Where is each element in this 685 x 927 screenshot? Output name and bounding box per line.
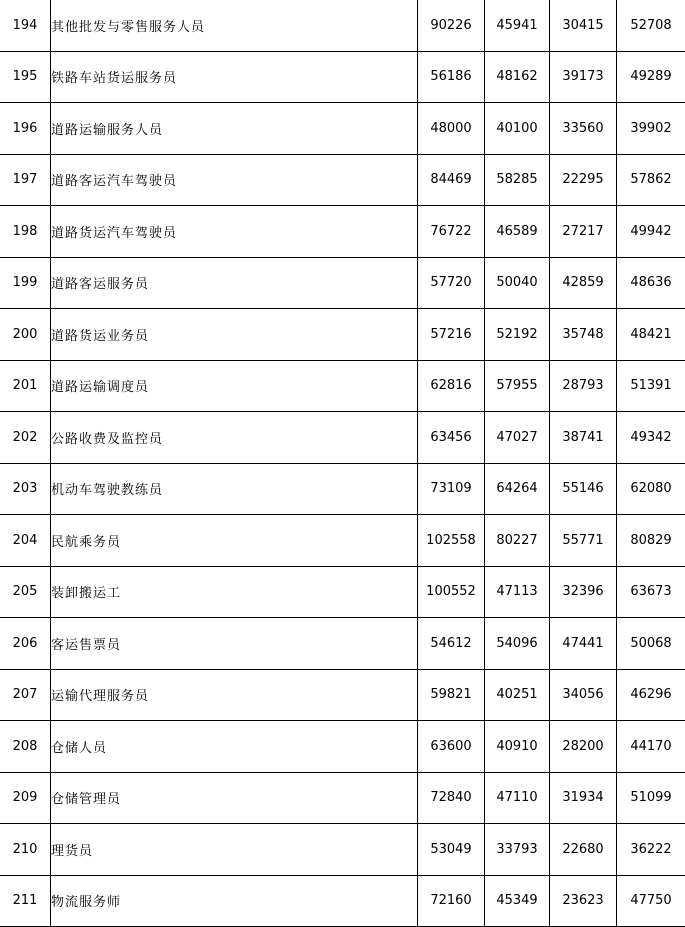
value-cell-4: 51099 <box>617 772 685 824</box>
value-cell-1: 84469 <box>418 154 485 206</box>
value-cell-3: 31934 <box>550 772 617 824</box>
occupation-name: 其他批发与零售服务人员 <box>51 0 418 51</box>
value-cell-3: 33560 <box>550 103 617 155</box>
row-number: 211 <box>0 875 51 927</box>
value-cell-1: 72160 <box>418 875 485 927</box>
row-number: 203 <box>0 463 51 515</box>
occupation-name: 道路货运业务员 <box>51 309 418 361</box>
value-cell-1: 59821 <box>418 669 485 721</box>
value-cell-3: 47441 <box>550 618 617 670</box>
row-number: 197 <box>0 154 51 206</box>
table-row <box>0 875 685 927</box>
value-cell-4: 46296 <box>617 669 685 721</box>
value-cell-4: 52708 <box>617 0 685 51</box>
value-cell-4: 48421 <box>617 309 685 361</box>
value-cell-4: 44170 <box>617 721 685 773</box>
value-cell-4: 49942 <box>617 206 685 258</box>
value-cell-4: 39902 <box>617 103 685 155</box>
occupation-name: 道路客运服务员 <box>51 257 418 309</box>
row-number: 201 <box>0 360 51 412</box>
value-cell-3: 22680 <box>550 824 617 876</box>
occupation-name: 仓储管理员 <box>51 772 418 824</box>
value-cell-2: 58285 <box>485 154 550 206</box>
table-row <box>0 51 685 103</box>
value-cell-1: 56186 <box>418 51 485 103</box>
value-cell-2: 52192 <box>485 309 550 361</box>
table-row <box>0 721 685 773</box>
table-row <box>0 412 685 464</box>
value-cell-3: 27217 <box>550 206 617 258</box>
value-cell-1: 102558 <box>418 515 485 567</box>
table-row <box>0 566 685 618</box>
value-cell-1: 73109 <box>418 463 485 515</box>
row-number: 204 <box>0 515 51 567</box>
value-cell-4: 49342 <box>617 412 685 464</box>
occupation-name: 运输代理服务员 <box>51 669 418 721</box>
value-cell-2: 46589 <box>485 206 550 258</box>
row-number: 205 <box>0 566 51 618</box>
table-row <box>0 206 685 258</box>
value-cell-3: 42859 <box>550 257 617 309</box>
occupation-name: 道路运输服务人员 <box>51 103 418 155</box>
table-row <box>0 154 685 206</box>
value-cell-3: 35748 <box>550 309 617 361</box>
value-cell-4: 51391 <box>617 360 685 412</box>
value-cell-3: 34056 <box>550 669 617 721</box>
value-cell-3: 55146 <box>550 463 617 515</box>
table-row <box>0 309 685 361</box>
value-cell-2: 48162 <box>485 51 550 103</box>
value-cell-1: 48000 <box>418 103 485 155</box>
value-cell-1: 57720 <box>418 257 485 309</box>
table-row <box>0 824 685 876</box>
value-cell-3: 32396 <box>550 566 617 618</box>
value-cell-2: 40100 <box>485 103 550 155</box>
value-cell-2: 45349 <box>485 875 550 927</box>
value-cell-1: 57216 <box>418 309 485 361</box>
value-cell-3: 38741 <box>550 412 617 464</box>
value-cell-2: 33793 <box>485 824 550 876</box>
occupation-name: 公路收费及监控员 <box>51 412 418 464</box>
occupation-name: 道路货运汽车驾驶员 <box>51 206 418 258</box>
table-row <box>0 360 685 412</box>
value-cell-4: 50068 <box>617 618 685 670</box>
row-number: 207 <box>0 669 51 721</box>
value-cell-2: 47110 <box>485 772 550 824</box>
value-cell-3: 39173 <box>550 51 617 103</box>
row-number: 195 <box>0 51 51 103</box>
occupation-name: 道路客运汽车驾驶员 <box>51 154 418 206</box>
row-number: 196 <box>0 103 51 155</box>
value-cell-2: 47113 <box>485 566 550 618</box>
table-row <box>0 772 685 824</box>
occupation-name: 仓储人员 <box>51 721 418 773</box>
row-number: 206 <box>0 618 51 670</box>
value-cell-2: 80227 <box>485 515 550 567</box>
occupation-name: 铁路车站货运服务员 <box>51 51 418 103</box>
value-cell-2: 57955 <box>485 360 550 412</box>
row-number: 198 <box>0 206 51 258</box>
row-number: 199 <box>0 257 51 309</box>
occupation-name: 道路运输调度员 <box>51 360 418 412</box>
occupation-name: 物流服务师 <box>51 875 418 927</box>
row-number: 194 <box>0 0 51 51</box>
value-cell-3: 28200 <box>550 721 617 773</box>
table-row <box>0 618 685 670</box>
value-cell-2: 40910 <box>485 721 550 773</box>
value-cell-3: 23623 <box>550 875 617 927</box>
value-cell-3: 22295 <box>550 154 617 206</box>
value-cell-2: 40251 <box>485 669 550 721</box>
table-row <box>0 669 685 721</box>
occupation-name: 装卸搬运工 <box>51 566 418 618</box>
occupation-name: 机动车驾驶教练员 <box>51 463 418 515</box>
value-cell-2: 47027 <box>485 412 550 464</box>
value-cell-2: 50040 <box>485 257 550 309</box>
value-cell-2: 54096 <box>485 618 550 670</box>
value-cell-4: 57862 <box>617 154 685 206</box>
value-cell-1: 72840 <box>418 772 485 824</box>
value-cell-4: 48636 <box>617 257 685 309</box>
value-cell-3: 28793 <box>550 360 617 412</box>
row-number: 210 <box>0 824 51 876</box>
row-number: 209 <box>0 772 51 824</box>
row-number: 202 <box>0 412 51 464</box>
value-cell-3: 55771 <box>550 515 617 567</box>
value-cell-1: 63456 <box>418 412 485 464</box>
occupation-name: 理货员 <box>51 824 418 876</box>
value-cell-4: 63673 <box>617 566 685 618</box>
value-cell-2: 45941 <box>485 0 550 51</box>
row-number: 200 <box>0 309 51 361</box>
table-row <box>0 0 685 51</box>
value-cell-1: 100552 <box>418 566 485 618</box>
value-cell-1: 63600 <box>418 721 485 773</box>
table-row <box>0 463 685 515</box>
table-row <box>0 515 685 567</box>
value-cell-4: 36222 <box>617 824 685 876</box>
occupation-name: 客运售票员 <box>51 618 418 670</box>
value-cell-3: 30415 <box>550 0 617 51</box>
value-cell-1: 53049 <box>418 824 485 876</box>
occupation-name: 民航乘务员 <box>51 515 418 567</box>
value-cell-4: 47750 <box>617 875 685 927</box>
value-cell-1: 90226 <box>418 0 485 51</box>
value-cell-1: 62816 <box>418 360 485 412</box>
value-cell-2: 64264 <box>485 463 550 515</box>
row-number: 208 <box>0 721 51 773</box>
value-cell-4: 80829 <box>617 515 685 567</box>
value-cell-4: 62080 <box>617 463 685 515</box>
value-cell-4: 49289 <box>617 51 685 103</box>
table-row <box>0 103 685 155</box>
value-cell-1: 54612 <box>418 618 485 670</box>
table-row <box>0 257 685 309</box>
value-cell-1: 76722 <box>418 206 485 258</box>
